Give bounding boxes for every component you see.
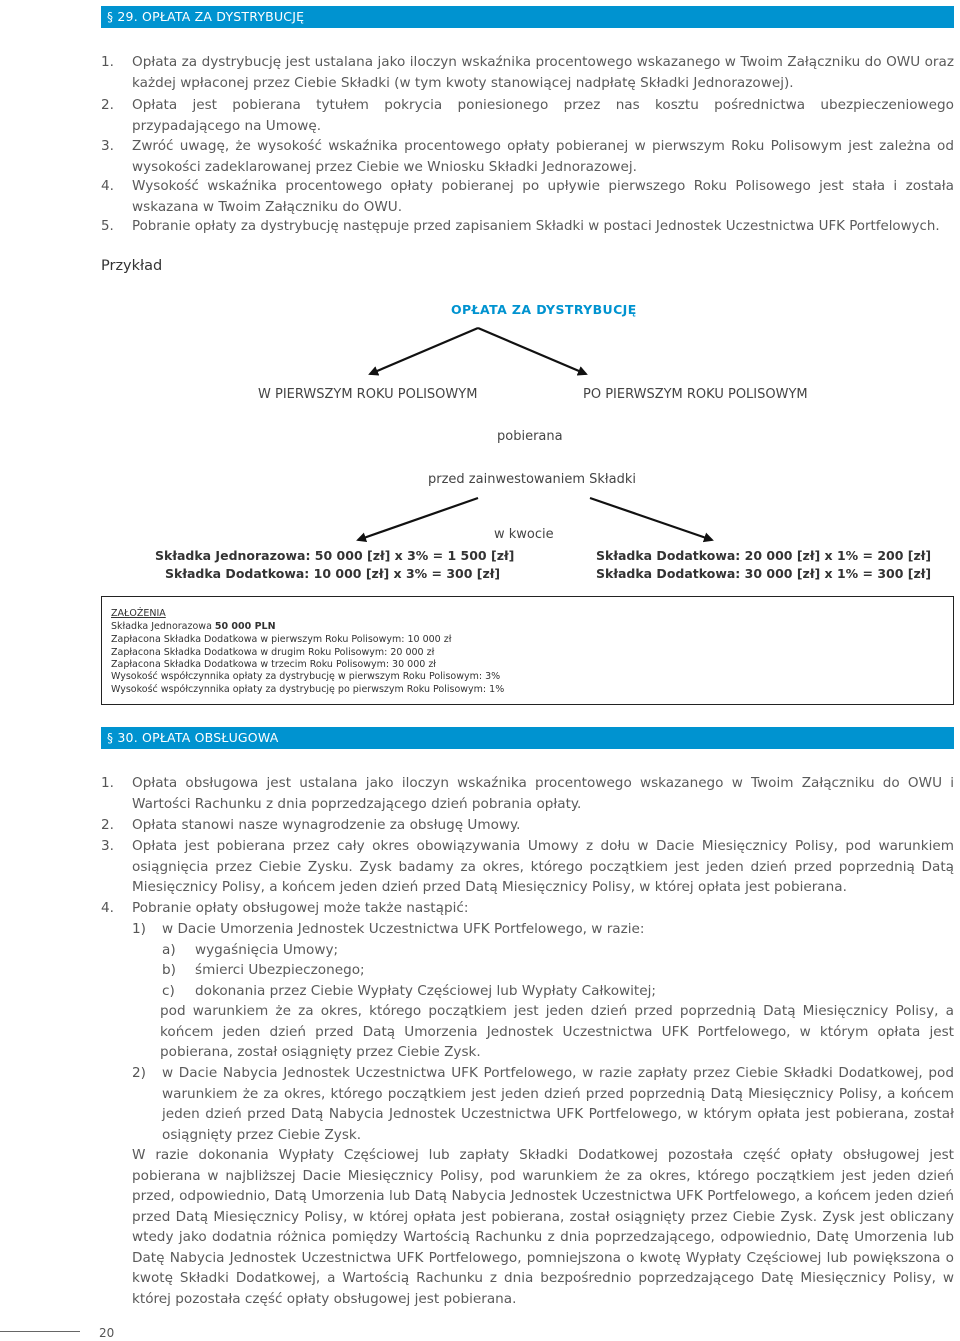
arrow-to-left-calc xyxy=(358,498,478,540)
assumption-line: Zapłacona Składka Dodatkowa w drugim Roku Polisowym: 20 000 zł xyxy=(111,647,435,658)
assumption-single-premium: Składka Jednorazowa 50 000 PLN xyxy=(111,621,276,632)
branch-first-year: W PIERWSZYM ROKU POLISOWYM xyxy=(258,387,478,402)
distribution-fee-diagram xyxy=(0,0,960,600)
assumption-line: Wysokość współczynnika opłaty za dystrybucję po pierwszym Roku Polisowym: 1% xyxy=(111,684,505,695)
section-29-title: 29. OPŁATA ZA DYSTRYBUCJĘ xyxy=(117,9,305,24)
s29-item-4: 4. Wysokość wskaźnika procentowego opłaty pobieranej po upływie pierwszego Roku Polisowego jest stała i została wskazana w Twoim Załączniku do OWU. xyxy=(101,178,954,215)
label-pobierana: pobierana xyxy=(497,429,563,444)
section-30-title: 30. OPŁATA OBSŁUGOWA xyxy=(117,730,279,745)
s30-sub-b: b) śmierci Ubezpieczonego; xyxy=(162,962,365,978)
s29-item-5: 5. Pobranie opłaty za dystrybucję następuje przed zapisaniem Składki w postaci Jednostek Uczestnictwa UFK Portfelowych. xyxy=(101,219,940,234)
s30-item-4: 4. Pobranie opłaty obsługowej może także nastąpić: xyxy=(101,900,469,916)
s29-item-1: 1. Opłata za dystrybucję jest ustalana jako iloczyn wskaźnika procentowego wskazanego w Twoim Załączniku do OWU oraz każdej wpłaconej przez Ciebie Składki (w tym kwoty stanowiącej nadpłatę Składki Jednorazowej). xyxy=(101,54,954,91)
section-symbol: § xyxy=(107,731,114,745)
s30-item-1: 1. Opłata obsługowa jest ustalana jako iloczyn wskaźnika procentowego wskazanego w Twoim Załączniku do OWU i Wartości Rachunku z dnia poprzedzającego dzień pobrania opłaty. xyxy=(101,775,954,812)
branch-after-first-year: PO PIERWSZYM ROKU POLISOWYM xyxy=(583,387,808,402)
diagram-title: OPŁATA ZA DYSTRYBUCJĘ xyxy=(451,302,637,317)
section-symbol: § xyxy=(107,10,114,24)
s29-item-3: 3. Zwróć uwagę, że wysokość wskaźnika procentowego opłaty pobieranej w pierwszym Roku Polisowym jest zależna od wysokości zadeklarowanej przez Ciebie we Wniosku Składki Jednorazowej. xyxy=(101,138,954,175)
arrow-to-right-calc xyxy=(590,498,712,540)
right-calc-line-1: Składka Dodatkowa: 20 000 [zł] x 1% = 200 [zł] xyxy=(596,548,932,563)
s30-item-2: 2. Opłata stanowi nasze wynagrodzenie za obsługę Umowy. xyxy=(101,817,521,833)
assumption-line: Wysokość współczynnika opłaty za dystrybucję w pierwszym Roku Polisowym: 3% xyxy=(111,671,501,682)
s30-sub-c: c) dokonania przez Ciebie Wypłaty Częściowej lub Wypłaty Całkowitej; xyxy=(162,983,656,999)
assumption-line: Zapłacona Składka Dodatkowa w pierwszym Roku Polisowym: 10 000 zł xyxy=(111,634,452,645)
s30-sub-1: 1) w Dacie Umorzenia Jednostek Uczestnictwa UFK Portfelowego, w razie: xyxy=(132,921,645,937)
arrow-to-first-year xyxy=(370,328,478,374)
label-przed-zainwestowaniem: przed zainwestowaniem Składki xyxy=(428,472,636,487)
example-heading: Przykład xyxy=(101,258,163,274)
assumptions-heading: ZAŁOŻENIA xyxy=(111,608,166,619)
s30-sub-a: a) wygaśnięcia Umowy; xyxy=(162,942,339,958)
s30-final-paragraph: W razie dokonania Wypłaty Częściowej lub zapłaty Składki Dodatkowej pozostała część opłaty obsługowej jest pobierana w najbliższej Dacie Miesięcznicy Polisy, pod warunkiem że za okres, którego początkiem jest jeden dzień przed, odpowiednio, Datą Umorzenia lub Datą Nabycia Jednostek Uczestnictwa UFK Portfelowego, a końcem jeden dzień przed Datą Miesięcznicy Polisy, w której opłata jest pobierana, został osiągnięty przez Ciebie Zysk. Zysk jest obliczany wtedy jako dodatnia różnica pomiędzy Wartością Rachunku z dnia poprzedzającego, odpowiednio, Datę Umorzenia lub Datę Nabycia Jednostek Uczestnictwa UFK Portfelowego, pomniejszona o kwotę Wypłaty Częściowej lub powiększona o kwotę Składki Dodatkowej, a Wartością Rachunku z dnia bezpośrednio poprzedzającego Datę Miesięcznicy Polisy, w której pozostała część opłaty obsługowej jest pobierana. xyxy=(132,1147,954,1307)
page-number: 20 xyxy=(99,1326,115,1340)
s29-item-2: 2. Opłata jest pobierana tytułem pokrycia poniesionego przez nas kosztu pośrednictwa ubezpieczeniowego przypadającego na Umowę. xyxy=(101,97,954,134)
s30-sub-2: 2) w Dacie Nabycia Jednostek Uczestnictwa UFK Portfelowego, w razie zapłaty przez Ciebie Składki Dodatkowej, pod warunkiem że za okres, którego początkiem jest jeden dzień przed poprzednią Datą Miesięcznicy Polisy, a końcem jeden dzień przed Datą Nabycia Jednostek Uczestnictwa UFK Portfelowego, w którym opłata jest pobierana, został osiągnięty przez Ciebie Zysk. xyxy=(132,1065,954,1143)
s30-sub-1-condition: pod warunkiem że za okres, którego początkiem jest jeden dzień przed poprzednią Datą Miesięcznicy Polisy, a końcem jeden dzień przed Datą Umorzenia Jednostek Uczestnictwa UFK Portfelowego, w którym opłata jest pobierana, został osiągnięty przez Ciebie Zysk. xyxy=(160,1003,954,1060)
left-calc-line-1: Składka Jednorazowa: 50 000 [zł] x 3% = 1 500 [zł] xyxy=(155,548,515,563)
right-calc-line-2: Składka Dodatkowa: 30 000 [zł] x 1% = 300 [zł] xyxy=(596,566,932,581)
label-w-kwocie: w kwocie xyxy=(494,527,554,542)
arrow-to-after-first-year xyxy=(478,328,586,374)
left-calc-line-2: Składka Dodatkowa: 10 000 [zł] x 3% = 300 [zł] xyxy=(165,566,501,581)
footer-rule xyxy=(0,1331,80,1332)
section-30-header xyxy=(101,727,954,749)
assumption-line: Zapłacona Składka Dodatkowa w trzecim Roku Polisowym: 30 000 zł xyxy=(111,659,437,670)
s30-item-3: 3. Opłata jest pobierana przez cały okres obowiązywania Umowy z dołu w Dacie Miesięcznicy Polisy, pod warunkiem osiągnięcia przez Ciebie Zysku. Zysk badamy za okres, którego początkiem jest jeden dzień przed poprzednią Datą Miesięcznicy Polisy, a końcem jeden dzień przed Datą Miesięcznicy Polisy, w której opłata jest pobierana. xyxy=(101,838,954,895)
